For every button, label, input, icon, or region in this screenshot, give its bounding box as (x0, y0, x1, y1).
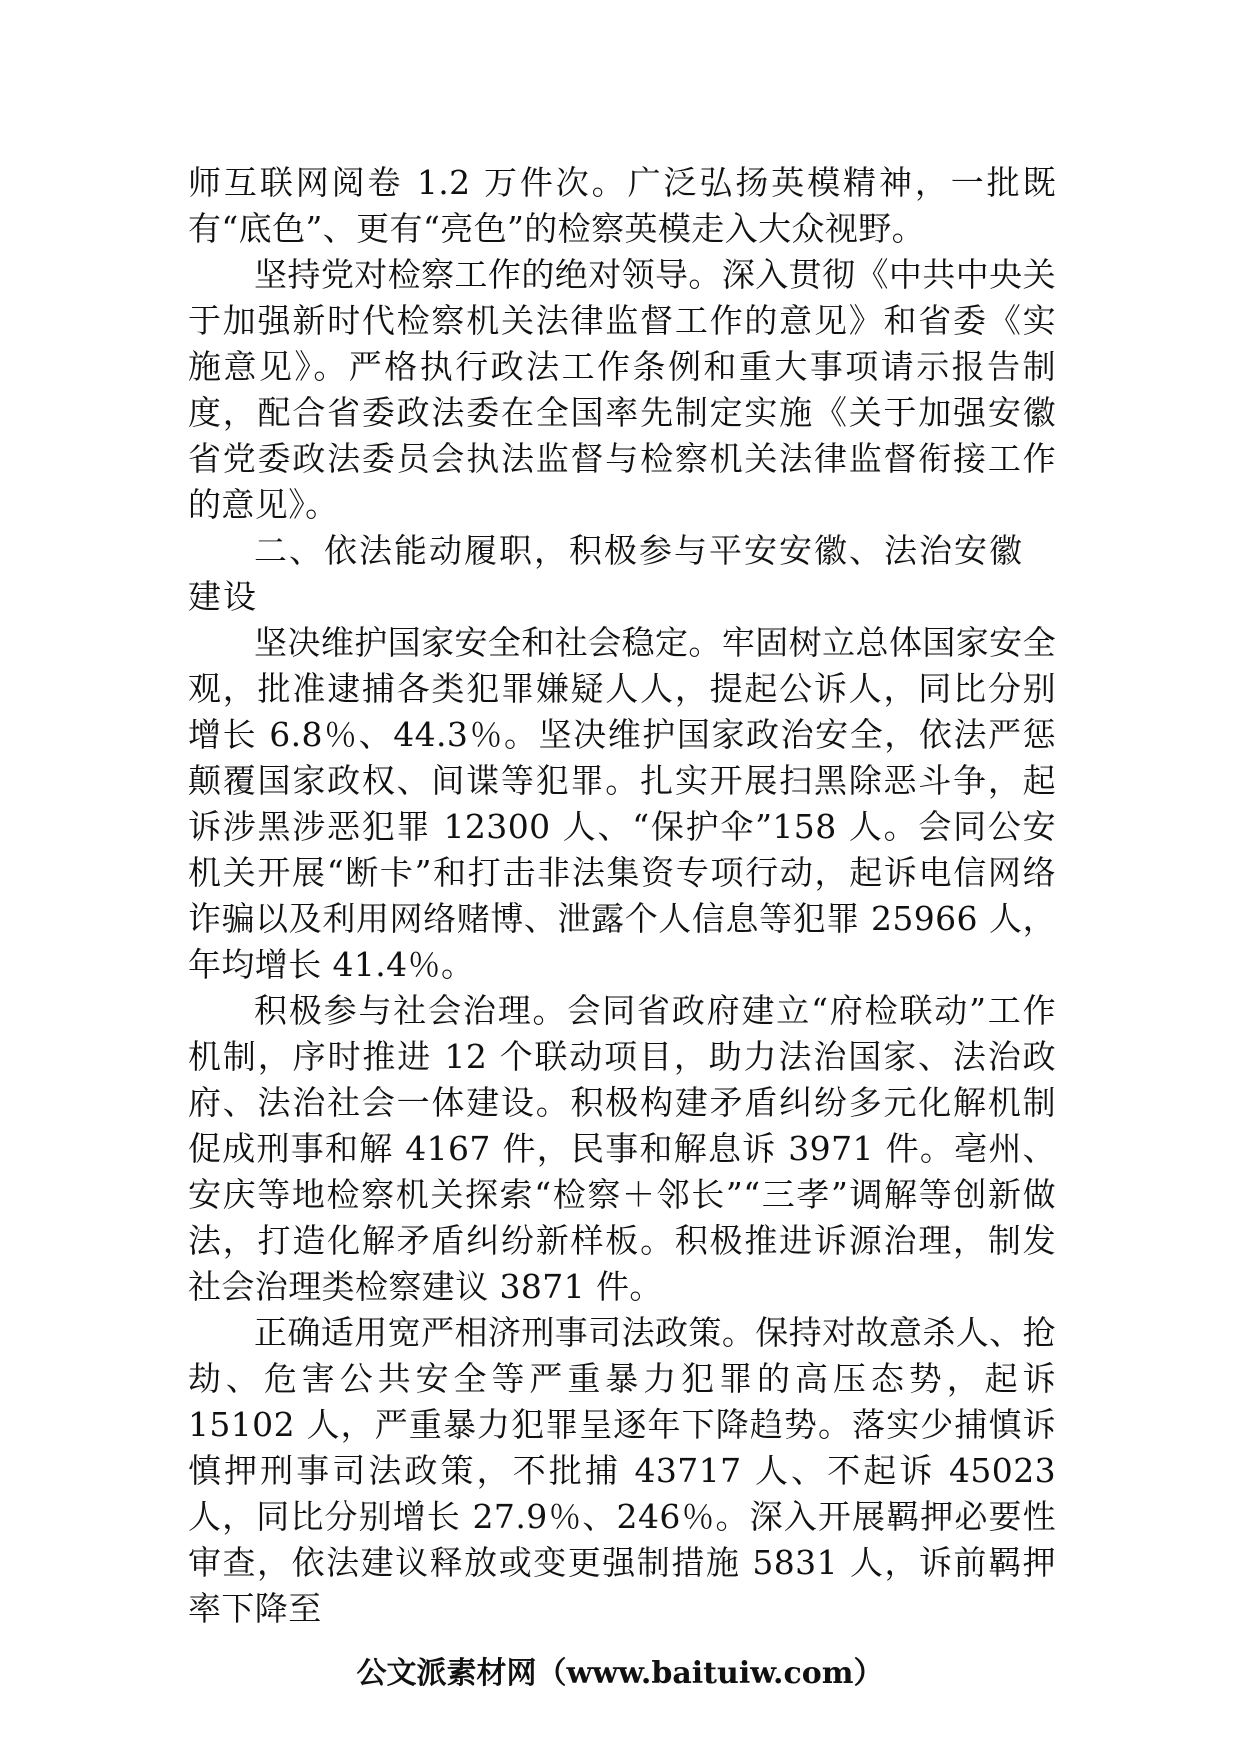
paragraph-continuation: 师互联网阅卷 1.2 万件次。广泛弘扬英模精神，一批既有“底色”、更有“亮色”的检察英模走入大众视野。 (188, 163, 1056, 248)
page-footer-watermark: 公文派素材网（www.baituiw.com） (356, 1656, 884, 1691)
paragraph-social-governance: 积极参与社会治理。会同省政府建立“府检联动”工作机制，序时推进 12 个联动项目，助力法治国家、法治政府、法治社会一体建设。积极构建矛盾纠纷多元化解机制促成刑事和解 4167 件，民事和解息诉 3971 件。亳州、安庆等地检察机关探索“检察＋邻长”“三孝”调解等创新做法，打造化解矛盾纠纷新样板。积极推进诉源治理，制发社会治理类检察建议 3871 件。 (188, 991, 1056, 1306)
paragraph-national-security: 坚决维护国家安全和社会稳定。牢固树立总体国家安全观，批准逮捕各类犯罪嫌疑人人，提起公诉人，同比分别增长 6.8％、44.3％。坚决维护国家政治安全，依法严惩颠覆国家政权、间谍等犯罪。扎实开展扫黑除恶斗争，起诉涉黑涉恶犯罪 12300 人、“保护伞”158 人。会同公安机关开展“断卡”和打击非法集资专项行动，起诉电信网络诈骗以及利用网络赌博、泄露个人信息等犯罪 25966 人，年均增长 41.4％。 (188, 623, 1056, 984)
document-body (188, 160, 1056, 1632)
paragraph-party-leadership: 坚持党对检察工作的绝对领导。深入贯彻《中共中央关于加强新时代检察机关法律监督工作的意见》和省委《实施意见》。严格执行政法工作条例和重大事项请示报告制度，配合省委政法委在全国率先制定实施《关于加强安徽省党委政法委员会执法监督与检察机关法律监督衔接工作的意见》。 (188, 255, 1056, 524)
section-heading: 二、依法能动履职，积极参与平安安徽、法治安徽建设 (188, 531, 1024, 616)
paragraph-criminal-policy: 正确适用宽严相济刑事司法政策。保持对故意杀人、抢劫、危害公共安全等严重暴力犯罪的高压态势，起诉 15102 人，严重暴力犯罪呈逐年下降趋势。落实少捕慎诉慎押刑事司法政策，不批捕 43717 人、不起诉 45023 人，同比分别增长 27.9％、246％。深入开展羁押必要性审查，依法建议释放或变更强制措施 5831 人，诉前羁押率下降至 (188, 1313, 1056, 1628)
